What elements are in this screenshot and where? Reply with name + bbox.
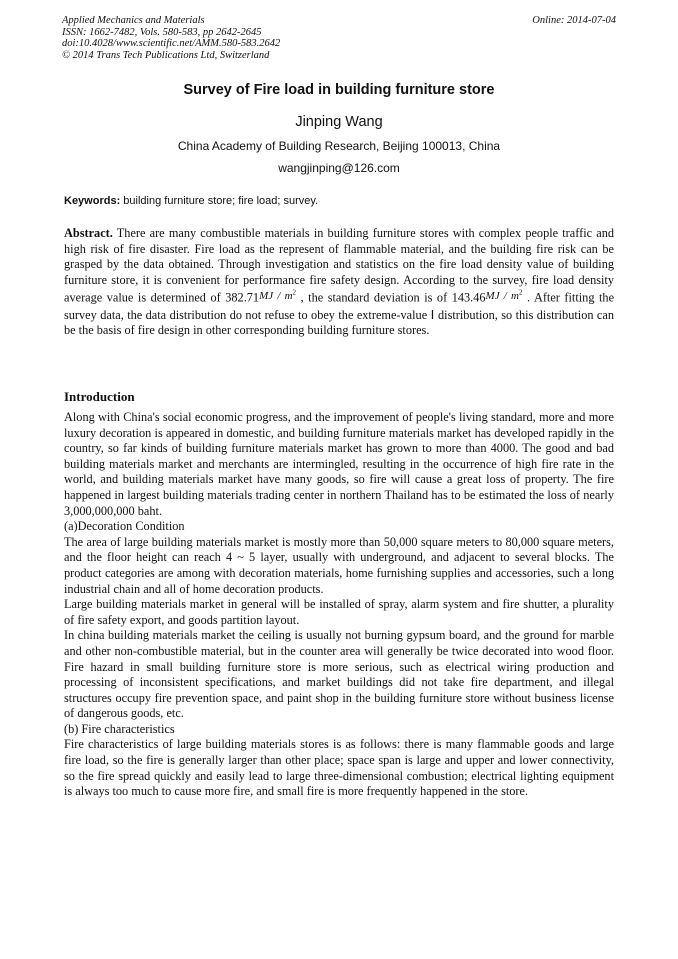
doi-line: doi:10.4028/www.scientific.net/AMM.580-583.2642	[62, 38, 281, 49]
abstract-text-3: . After fitting the survey data, the data distribution do not refuse to obey the extreme-value	[64, 291, 615, 322]
abstract-label: Abstract.	[64, 226, 113, 240]
subheading: (b) Fire characteristics	[64, 721, 175, 736]
journal-header	[62, 15, 616, 61]
online-date: Online: 2014-07-04	[532, 15, 616, 26]
paragraph: Fire characteristics of large building materials stores is as follows: there is many flammable goods and large fire load, so the fire is generally larger than other place; space span is large and upper and lower connectivity, so the fire spread quickly and easily lead to large three-dimensional combustion; electrical lighting equipment is always too much to cause more fire, and small fire is more frequently happened in the store.	[64, 737, 614, 799]
section-heading-introduction: Introduction	[64, 389, 135, 404]
paragraph: Large building materials market in general will be installed of spray, alarm system and fire shutter, a plurality of fire safety export, and goods partition layout.	[64, 597, 614, 627]
unit-mj-per-m2: MJ / $m^2$	[485, 288, 523, 303]
author-affiliation: China Academy of Building Research, Beijing 100013, China	[177, 139, 501, 153]
abstract-text-2: , the standard deviation is of 143.46	[296, 291, 486, 306]
copyright-line: © 2014 Trans Tech Publications Ltd, Switzerland	[62, 49, 270, 61]
paragraph: The area of large building materials market is mostly more than 50,000 square meters to 80,000 square meters, and the floor height can reach 4 ~ 5 layer, usually with underground, and adjacent to several blocks. The product categories are among with decoration materials, home furnishing supplies and accessories, such a long industrial chain and all of home decoration products.	[64, 534, 614, 596]
keywords-label: Keywords:	[64, 195, 121, 207]
abstract	[64, 226, 614, 339]
paragraph: Along with China's social economic progress, and the improvement of people's living standard, more and more luxury decoration is appeared in domestic, and building furniture materials market has developed rapidly in the country, so far kinds of building furniture materials market has grown to more than 4000. The good and bad building materials market and merchants are intermingled, resulting in the occurrence of high fire rate in the world, and building materials market have many goods, so fire will cause a great loss of property. The fire happened in largest building materials trading center in northern Thailand has to be estimated the loss of nearly 3,000,000,000 baht.	[64, 410, 614, 518]
journal-name: Applied Mechanics and Materials	[62, 15, 205, 26]
unit-mj-per-m2: MJ / $m^2$	[259, 288, 297, 303]
abstract-text-1: There are many combustible materials in building furniture stores with complex people traffic and high risk of fire disaster. Fire load as the represent of flammable material, and the building fire risk can be grasped by the data obtained. Through investigation and statistics on the fire load density value of building furniture store, it is convenient for performance fire safety design. According to the survey, fire load density average value is determined of 382.71	[64, 226, 614, 306]
paper-title: Survey of Fire load in building furniture store	[183, 82, 495, 98]
introduction-body	[64, 410, 614, 800]
subheading: (a)Decoration Condition	[64, 519, 185, 534]
keywords-text: building furniture store; fire load; survey.	[120, 195, 319, 207]
keywords	[64, 195, 614, 207]
author-email: wangjinping@126.com	[278, 161, 400, 175]
issn-line: ISSN: 1662-7482, Vols. 580-583, pp 2642-2645	[62, 26, 262, 38]
author-name: Jinping Wang	[295, 114, 383, 130]
abstract-text-4: distribution, so this distribution can be the basis of fire design in other corresponding building furniture stores.	[64, 307, 614, 338]
paragraph: In china building materials market the ceiling is usually not burning gypsum board, and the ground for marble and other non-combustible material, but in the counter area will generally be twice decorated into wood floor. Fire hazard in small building furniture store is more serious, such as electrical wiring production and processing of inconsistent specifications, and market buildings did not take fire department, and illegal structures occupy fire prevention space, and paint shop in the building furniture store without business license of dangerous goods, etc.	[64, 628, 614, 721]
roman-numeral: Ⅰ	[430, 307, 435, 322]
